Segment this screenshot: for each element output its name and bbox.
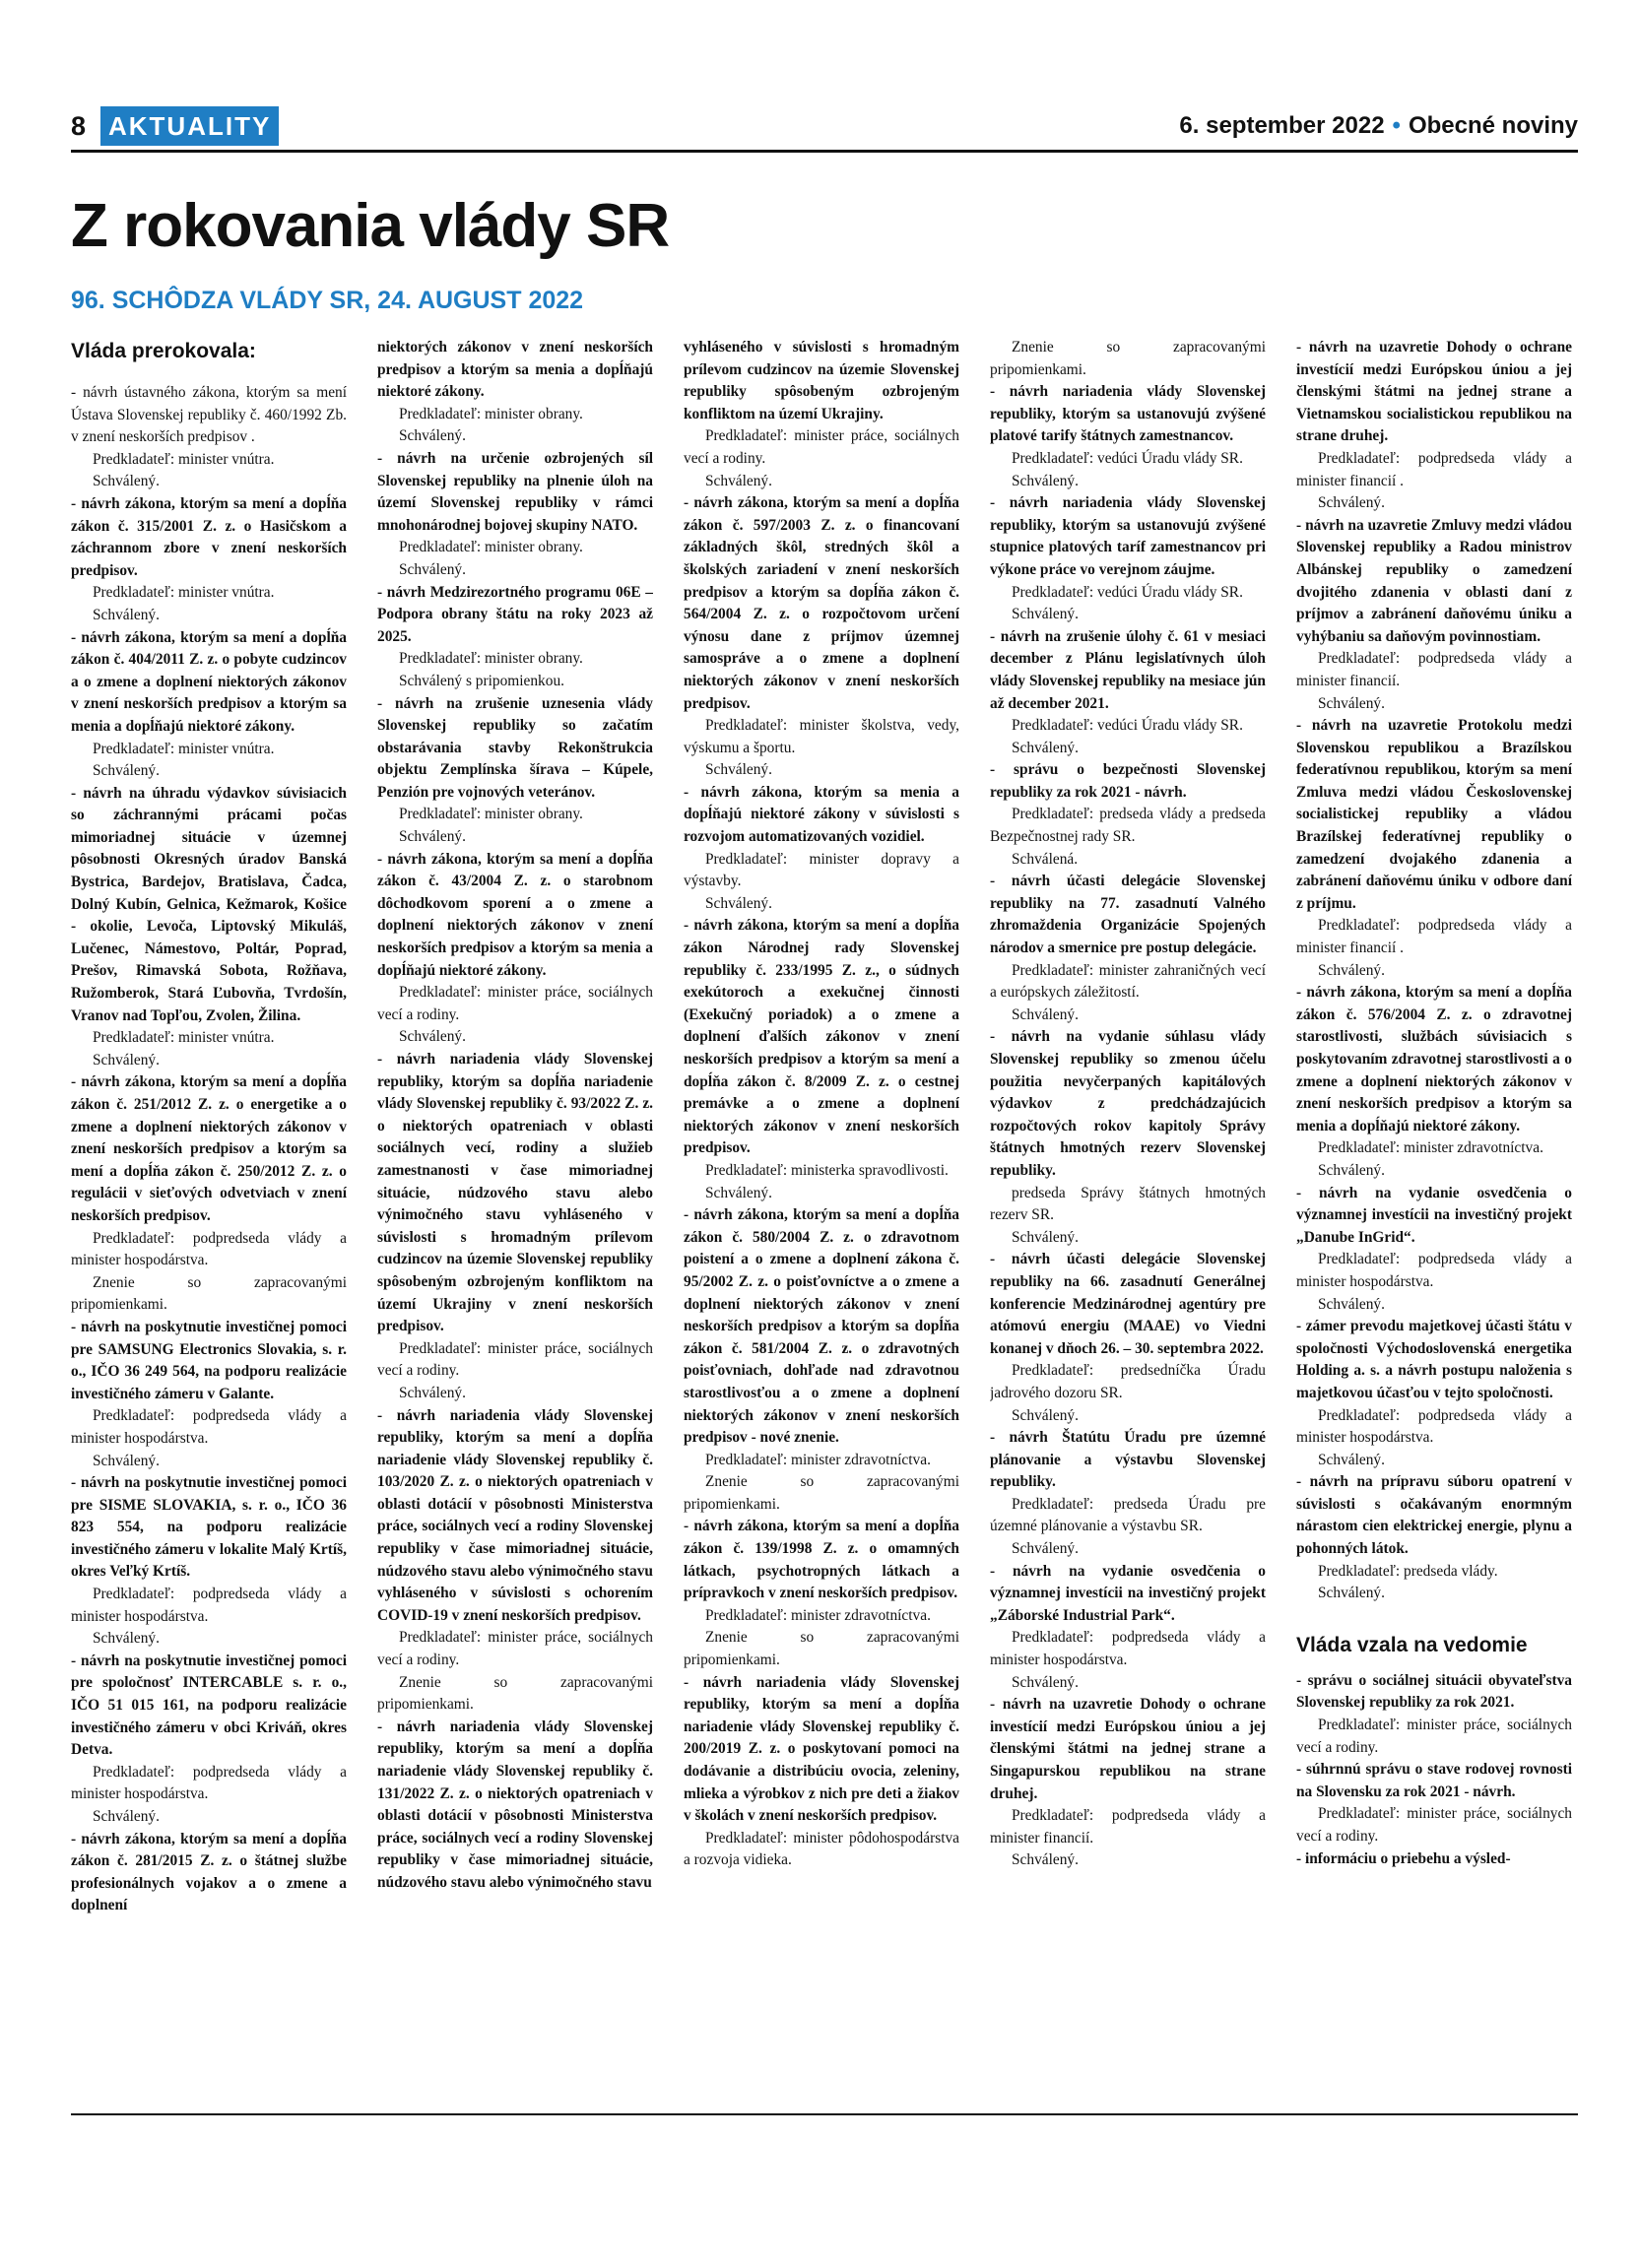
agenda-note: Znenie so zapracovanými pripomienkami. <box>684 1629 959 1669</box>
column-3 <box>684 337 959 2090</box>
agenda-note: Schválený. <box>1318 1161 1385 1179</box>
agenda-item: - návrh zákona, ktorým sa mení a dopĺňa zákon č. 251/2012 Z. z. o energetike a o zmene a doplnení niektorých zákonov v znení neskorších predpisov a ktorým sa mení a dopĺňa zákon č. 250/2012 Z. z. o regulácii v sieťových odvetviach v znení neskorších predpisov. <box>71 1073 347 1224</box>
agenda-note: Schválený. <box>399 560 466 578</box>
agenda-note: Znenie so zapracovanými pripomienkami. <box>377 1673 653 1714</box>
agenda-note: Predkladateľ: podpredseda vlády a minister hospodárstva. <box>990 1629 1266 1669</box>
agenda-note: Schválený. <box>1318 961 1385 979</box>
agenda-note: Predkladateľ: predseda vlády a predseda Bezpečnostnej rady SR. <box>990 806 1266 846</box>
agenda-note: Predkladateľ: minister zdravotníctva. <box>705 1606 931 1624</box>
agenda-note: Predkladateľ: minister obrany. <box>399 650 583 668</box>
agenda-item: - návrh na uzavretie Protokolu medzi Slovenskou republikou a Brazílskou federatívnou republikou, ktorým sa mení Zmluva medzi vládou Československej socialistickej republiky a vládou Brazílskej federatívnej republiky o zamedzení dvojakého zdanenia a zabránení daňovému úniku v odbore daní z príjmu. <box>1296 717 1572 912</box>
agenda-note: Schválená. <box>1012 850 1079 868</box>
agenda-note: Znenie so zapracovanými pripomienkami. <box>684 1473 959 1513</box>
agenda-note: Schválený. <box>93 1630 160 1648</box>
agenda-note: Schválený. <box>93 762 160 780</box>
agenda-item: - návrh na poskytnutie investičnej pomoci pre SISME SLOVAKIA, s. r. o., IČO 36 823 554, na podporu realizácie investičného zámeru v lokalite Malý Krtíš, okres Veľký Krtíš. <box>71 1474 347 1581</box>
agenda-note: Predkladateľ: minister vnútra. <box>93 1029 275 1047</box>
section-badge: AKTUALITY <box>100 106 279 146</box>
agenda-note: Schválený. <box>399 828 466 846</box>
agenda-note: Predkladateľ: minister zdravotníctva. <box>705 1451 931 1468</box>
agenda-note: Schválený. <box>399 1028 466 1046</box>
agenda-note: Schválený. <box>93 1452 160 1469</box>
agenda-item: - súhrnnú správu o stave rodovej rovnosti na Slovensku za rok 2021 - návrh. <box>1296 1761 1572 1800</box>
separator-dot: • <box>1392 112 1401 139</box>
agenda-note: Predkladateľ: predseda Úradu pre územné plánovanie a výstavbu SR. <box>990 1495 1266 1535</box>
agenda-note: Predkladateľ: vedúci Úradu vlády SR. <box>1012 449 1243 467</box>
agenda-note: Schválený s pripomienkou. <box>399 672 564 689</box>
agenda-note: Predkladateľ: vedúci Úradu vlády SR. <box>1012 717 1243 735</box>
agenda-note: Predkladateľ: minister obrany. <box>399 806 583 823</box>
agenda-note: Schválený. <box>1012 1406 1079 1424</box>
agenda-item: - návrh na poskytnutie investičnej pomoci pre SAMSUNG Electronics Slovakia, s. r. o., IČO 36 249 564, na podporu realizácie investičného zámeru v Galante. <box>71 1318 347 1402</box>
agenda-item: - správu o sociálnej situácii obyvateľstva Slovenskej republiky za rok 2021. <box>1296 1671 1572 1712</box>
agenda-note: Predkladateľ: minister dopravy a výstavby. <box>684 850 959 890</box>
agenda-note: Schválený. <box>705 894 772 912</box>
agenda-item: - zámer prevodu majetkovej účasti štátu v spoločnosti Východoslovenská energetika Holding a. s. a návrh postupu naloženia s majetkovou účasťou v tejto spoločnosti. <box>1296 1318 1572 1401</box>
agenda-item: vyhláseného v súvislosti s hromadným prílevom cudzincov na územie Slovenskej republiky spôsobeným ozbrojeným konfliktom na území Ukrajiny. <box>684 339 959 422</box>
header-rule <box>71 150 1578 153</box>
agenda-item: - návrh na uzavretie Dohody o ochrane investícií medzi Európskou úniou a jej členskými štátmi na jednej strane a Vietnamskou socialistickou republikou na strane druhej. <box>1296 339 1572 445</box>
agenda-item: - návrh zákona, ktorým sa menia a dopĺňajú niektoré zákony v súvislosti s rozvojom automatizovaných vozidiel. <box>684 783 959 846</box>
agenda-note: Schválený. <box>705 761 772 779</box>
agenda-note: Predkladateľ: minister práce, sociálnych vecí a rodiny. <box>377 1339 653 1380</box>
agenda-item: - návrh ústavného zákona, ktorým sa mení Ústava Slovenskej republiky č. 460/1992 Zb. v znení neskorších predpisov . <box>71 384 347 446</box>
agenda-note: Predkladateľ: podpredseda vlády a minister hospodárstva. <box>1296 1406 1572 1447</box>
agenda-item: - návrh zákona, ktorým sa mení a dopĺňa zákon č. 43/2004 Z. z. o starobnom dôchodkovom sporení a o zmene a doplnení niektorých zákonov v znení neskorších predpisov a ktorým sa menia a dopĺňajú niektoré zákony. <box>377 850 653 979</box>
agenda-item: - návrh Štatútu Úradu pre územné plánovanie a výstavbu Slovenskej republiky. <box>990 1429 1266 1491</box>
agenda-item: - návrh na prípravu súboru opatrení v súvislosti s očakávaným enormným nárastom cien elektrickej energie, plynu a pohonných látok. <box>1296 1473 1572 1558</box>
agenda-item: - návrh na vydanie osvedčenia o významnej investícii na investičný projekt „Záborské Industrial Park“. <box>990 1562 1266 1624</box>
agenda-note: Predkladateľ: predseda vlády. <box>1318 1562 1498 1580</box>
agenda-note: Schválený. <box>705 472 772 489</box>
publication-name: Obecné noviny <box>1408 112 1578 139</box>
column-4 <box>990 337 1266 2090</box>
agenda-note: Schválený. <box>1012 1540 1079 1558</box>
page-title: Z rokovania vlády SR <box>71 192 670 260</box>
agenda-note: Znenie so zapracovanými pripomienkami. <box>71 1273 347 1314</box>
agenda-note: Predkladateľ: minister zahraničných vecí a európskych záležitostí. <box>990 961 1266 1002</box>
agenda-item: - návrh na úhradu výdavkov súvisiacich so záchrannými prácami počas mimoriadnej situácie v územnej pôsobnosti Okresných úradov Banská Bystrica, Bardejov, Bratislava, Čadca, Dolný Kubín, Gelnica, Kežmarok, Košice - okolie, Levoča, Liptovský Mikuláš, Lučenec, Námestovo, Poltár, Poprad, Prešov, Rimavská Sobota, Rožňava, Ružomberok, Stará Ľubovňa, Tvrdošín, Vranov nad Topľou, Zvolen, Žilina. <box>71 784 347 1024</box>
agenda-note: Schválený. <box>399 427 466 445</box>
agenda-note: Predkladateľ: minister pôdohospodárstva a rozvoja vidieka. <box>684 1829 959 1869</box>
agenda-note: Predkladateľ: podpredseda vlády a minister hospodárstva. <box>71 1763 347 1803</box>
agenda-note: predseda Správy štátnych hmotných rezerv SR. <box>990 1184 1266 1224</box>
agenda-note: Schválený. <box>93 1808 160 1825</box>
agenda-item: - návrh nariadenia vlády Slovenskej republiky, ktorým sa mení a dopĺňa nariadenie vlády Slovenskej republiky č. 103/2020 Z. z. o niektorých opatreniach v oblasti dotácií v pôsobnosti Ministerstva práce, sociálnych vecí a rodiny Slovenskej republiky v čase mimoriadnej situácie, núdzového stavu alebo výnimočného stavu vyhláseného v súvislosti s ochorením COVID-19 v znení neskorších predpisov. <box>377 1406 653 1624</box>
article-body <box>71 337 1578 2090</box>
agenda-note: Schválený. <box>1012 606 1079 623</box>
bottom-rule <box>71 2113 1578 2115</box>
agenda-note: Schválený. <box>1012 1851 1079 1869</box>
agenda-note: Schválený. <box>1318 694 1385 712</box>
agenda-note: Predkladateľ: podpredseda vlády a minister financií. <box>990 1807 1266 1847</box>
agenda-note: Predkladateľ: podpredseda vlády a minister financií . <box>1296 917 1572 957</box>
agenda-item: - návrh nariadenia vlády Slovenskej republiky, ktorým sa mení a dopĺňa nariadenie vlády Slovenskej republiky č. 131/2022 Z. z. o niektorých opatreniach v oblasti dotácií v pôsobnosti Ministerstva práce, sociálnych vecí a rodiny Slovenskej republiky v čase mimoriadnej situácie, núdzového stavu alebo výnimočného stavu <box>377 1717 653 1891</box>
agenda-item: - návrh nariadenia vlády Slovenskej republiky, ktorým sa mení a dopĺňa nariadenie vlády Slovenskej republiky č. 200/2019 Z. z. o poskytovaní pomoci na dodávanie a distribúciu ovocia, zeleniny, mlieka a výrobkov z nich pre deti a žiakov v školách v znení neskorších predpisov. <box>684 1673 959 1825</box>
header-meta <box>1179 106 1578 146</box>
page-number: 8 <box>71 111 87 141</box>
agenda-item: - návrh účasti delegácie Slovenskej republiky na 77. zasadnutí Valného zhromaždenia Organizácie Spojených národov a smernice pre postup delegácie. <box>990 873 1266 957</box>
agenda-item: - návrh nariadenia vlády Slovenskej republiky, ktorým sa dopĺňa nariadenie vlády Slovenskej republiky č. 93/2022 Z. z. o niektorých opatreniach v oblasti sociálnych vecí, rodiny a služieb zamestnanosti v čase mimoriadnej situácie, núdzového stavu alebo výnimočného stavu vyhláseného v súvislosti s hromadným prílevom cudzincov na územie Slovenskej republiky spôsobeným ozbrojeným konfliktom na území Ukrajiny v znení neskorších predpisov. <box>377 1051 653 1335</box>
agenda-item: - návrh zákona, ktorým sa mení a dopĺňa zákon č. 315/2001 Z. z. o Hasičskom a záchrannom zbore v znení neskorších predpisov. <box>71 494 347 579</box>
agenda-note: Predkladateľ: minister vnútra. <box>93 584 275 602</box>
agenda-note: Predkladateľ: minister obrany. <box>399 539 583 556</box>
agenda-note: Schválený. <box>1012 1228 1079 1246</box>
agenda-note: Schválený. <box>93 606 160 623</box>
agenda-note: Schválený. <box>1318 1585 1385 1602</box>
issue-date: 6. september 2022 <box>1179 112 1385 139</box>
agenda-item: - návrh na určenie ozbrojených síl Slovenskej republiky na plnenie úloh na území Slovenskej republiky v rámci mnohonárodnej bojovej skupiny NATO. <box>377 449 653 534</box>
agenda-note: Predkladateľ: minister vnútra. <box>93 740 275 757</box>
agenda-note: Schválený. <box>1318 1295 1385 1313</box>
agenda-note: Predkladateľ: minister práce, sociálnych vecí a rodiny. <box>1296 1805 1572 1845</box>
agenda-note: Schválený. <box>93 473 160 490</box>
agenda-note: Schválený. <box>1318 1451 1385 1468</box>
agenda-note: Schválený. <box>1012 739 1079 756</box>
column-5 <box>1296 337 1572 2090</box>
agenda-note: Predkladateľ: minister práce, sociálnych vecí a rodiny. <box>377 1629 653 1669</box>
agenda-note: Predkladateľ: minister práce, sociálnych vecí a rodiny. <box>1296 1717 1572 1756</box>
agenda-item: - návrh na vydanie osvedčenia o významnej investícii na investičný projekt „Danube InGrid“. <box>1296 1184 1572 1246</box>
agenda-note: Predkladateľ: minister práce, sociálnych vecí a rodiny. <box>684 427 959 467</box>
agenda-note: Schválený. <box>1012 1673 1079 1691</box>
heading-prerokovala: Vláda prerokovala: <box>71 340 256 362</box>
agenda-item: - návrh zákona, ktorým sa mení a dopĺňa zákon č. 139/1998 Z. z. o omamných látkach, psychotropných látkach a prípravkoch v znení neskorších predpisov. <box>684 1518 959 1602</box>
agenda-item: - návrh na poskytnutie investičnej pomoci pre spoločnosť INTERCABLE s. r. o., IČO 51 015 161, na podporu realizácie investičného zámeru v obci Kriváň, okres Detva. <box>71 1652 347 1759</box>
agenda-item: - návrh nariadenia vlády Slovenskej republiky, ktorým sa ustanovujú zvýšené stupnice platových taríf zamestnancov pri výkone práce vo verejnom záujme. <box>990 494 1266 578</box>
agenda-item: - správu o bezpečnosti Slovenskej republiky za rok 2021 - návrh. <box>990 761 1266 801</box>
agenda-note: Predkladateľ: podpredseda vlády a minister financií. <box>1296 650 1572 689</box>
agenda-item: - návrh zákona, ktorým sa mení a dopĺňa zákon Národnej rady Slovenskej republiky č. 233/1995 Z. z., o súdnych exekútoroch a exekučnej činnosti (Exekučný poriadok) a o zmene a doplnení ďalších zákonov v znení neskorších predpisov a ktorým sa mení a dopĺňa zákon č. 8/2009 Z. z. o cestnej premávke a o zmene a doplnení niektorých zákonov v znení neskorších predpisov. <box>684 917 959 1157</box>
agenda-item: - návrh zákona, ktorým sa mení a dopĺňa zákon č. 580/2004 Z. z. o zdravotnom poistení a o zmene a doplnení zákona č. 95/2002 Z. z. o poisťovníctve a o zmene a doplnení niektorých zákonov v znení neskorších predpisov a ktorým sa dopĺňa zákon č. 581/2004 Z. z. o zdravotných poisťovniach, dohľade nad zdravotnou starostlivosťou a o zmene a doplnení niektorých zákonov v znení neskorších predpisov - nové znenie. <box>684 1206 959 1447</box>
agenda-item: - návrh účasti delegácie Slovenskej republiky na 66. zasadnutí Generálnej konferencie Medzinárodnej agentúry pre atómovú energiu (MAAE) vo Viedni konanej v dňoch 26. – 30. septembra 2022. <box>990 1251 1266 1357</box>
agenda-note: Predkladateľ: podpredseda vlády a minister hospodárstva. <box>71 1586 347 1625</box>
agenda-note: Znenie so zapracovanými pripomienkami. <box>990 339 1266 378</box>
agenda-item: - návrh nariadenia vlády Slovenskej republiky, ktorým sa ustanovujú zvýšené platové tarify štátnych zamestnancov. <box>990 383 1266 445</box>
agenda-note: Predkladateľ: minister práce, sociálnych vecí a rodiny. <box>377 984 653 1023</box>
agenda-item: - návrh na zrušenie uznesenia vlády Slovenskej republiky so začatím obstarávania stavby Rekonštrukcia objektu Zemplínska šírava – Kúpele, Penzión pre vojnových veteránov. <box>377 694 653 801</box>
agenda-note: Schválený. <box>399 1384 466 1401</box>
agenda-note: Predkladateľ: ministerka spravodlivosti. <box>705 1161 949 1179</box>
page-header <box>71 106 1578 148</box>
agenda-note: Predkladateľ: minister vnútra. <box>93 450 275 468</box>
heading-vzala: Vláda vzala na vedomie <box>1296 1633 1528 1656</box>
agenda-item: - návrh zákona, ktorým sa mení a dopĺňa zákon č. 281/2015 Z. z. o štátnej službe profesionálnych vojakov a o zmene a doplnení <box>71 1830 347 1914</box>
agenda-item: niektorých zákonov v znení neskorších predpisov a ktorým sa menia a dopĺňajú niektoré zákony. <box>377 339 653 401</box>
agenda-item: - návrh na uzavretie Zmluvy medzi vládou Slovenskej republiky a Radou ministrov Albánskej republiky o zamedzení dvojitého zdanenia v oblasti daní z príjmov a zabránení daňovému úniku a vyhýbaniu sa daňovým povinnostiam. <box>1296 516 1572 645</box>
column-2 <box>377 337 653 2090</box>
agenda-note: Predkladateľ: podpredseda vlády a minister hospodárstva. <box>71 1407 347 1447</box>
agenda-note: Schválený. <box>1318 494 1385 512</box>
column-1 <box>71 337 347 2090</box>
agenda-note: Predkladateľ: podpredseda vlády a minister financií . <box>1296 449 1572 489</box>
agenda-item: - návrh na vydanie súhlasu vlády Slovenskej republiky so zmenou účelu použitia nevyčerpaných kapitálových výdavkov z predchádzajúcich rozpočtových rokov kapitoly Správy štátnych hmotných rezerv Slovenskej republiky. <box>990 1028 1266 1179</box>
agenda-item: - informáciu o priebehu a výsled- <box>1296 1849 1511 1867</box>
agenda-note: Schválený. <box>705 1184 772 1201</box>
agenda-note: Predkladateľ: vedúci Úradu vlády SR. <box>1012 583 1243 601</box>
agenda-note: Schválený. <box>1012 472 1079 489</box>
agenda-note: Predkladateľ: podpredseda vlády a minister hospodárstva. <box>1296 1251 1572 1290</box>
agenda-item: - návrh na uzavretie Dohody o ochrane investícií medzi Európskou úniou a jej členskými štátmi na jednej strane a Singapurskou republikou na strane druhej. <box>990 1696 1266 1802</box>
agenda-note: Predkladateľ: minister obrany. <box>399 405 583 422</box>
session-subtitle: 96. SCHÔDZA VLÁDY SR, 24. AUGUST 2022 <box>71 287 584 314</box>
agenda-note: Predkladateľ: podpredseda vlády a minister hospodárstva. <box>71 1229 347 1269</box>
agenda-item: - návrh zákona, ktorým sa mení a dopĺňa zákon č. 597/2003 Z. z. o financovaní základných škôl, stredných škôl a školských zariadení v znení neskorších predpisov a ktorým sa dopĺňa zákon č. 564/2004 Z. z. o rozpočtovom určení výnosu dane z príjmov územnej samospráve a o zmene a doplnení niektorých zákonov v znení neskorších predpisov. <box>684 494 959 712</box>
agenda-note: Predkladateľ: predsedníčka Úradu jadrového dozoru SR. <box>990 1362 1266 1401</box>
agenda-note: Schválený. <box>93 1051 160 1069</box>
agenda-note: Predkladateľ: minister zdravotníctva. <box>1318 1139 1543 1157</box>
agenda-item: - návrh zákona, ktorým sa mení a dopĺňa zákon č. 576/2004 Z. z. o zdravotnej starostlivosti, službách súvisiacich s poskytovaním zdravotnej starostlivosti a o zmene a doplnení niektorých zákonov v znení neskorších predpisov a ktorým sa menia a dopĺňajú niektoré zákony. <box>1296 984 1572 1134</box>
agenda-item: - návrh Medzirezortného programu 06E – Podpora obrany štátu na roky 2023 až 2025. <box>377 583 653 645</box>
agenda-item: - návrh zákona, ktorým sa mení a dopĺňa zákon č. 404/2011 Z. z. o pobyte cudzincov a o zmene a doplnení niektorých zákonov v znení neskorších predpisov a ktorým sa menia a dopĺňajú niektoré zákony. <box>71 628 347 735</box>
agenda-item: - návrh na zrušenie úlohy č. 61 v mesiaci december z Plánu legislatívnych úloh vlády Slovenskej republiky na mesiace jún až december 2021. <box>990 627 1266 712</box>
agenda-note: Schválený. <box>1012 1005 1079 1023</box>
agenda-note: Predkladateľ: minister školstva, vedy, výskumu a športu. <box>684 717 959 756</box>
